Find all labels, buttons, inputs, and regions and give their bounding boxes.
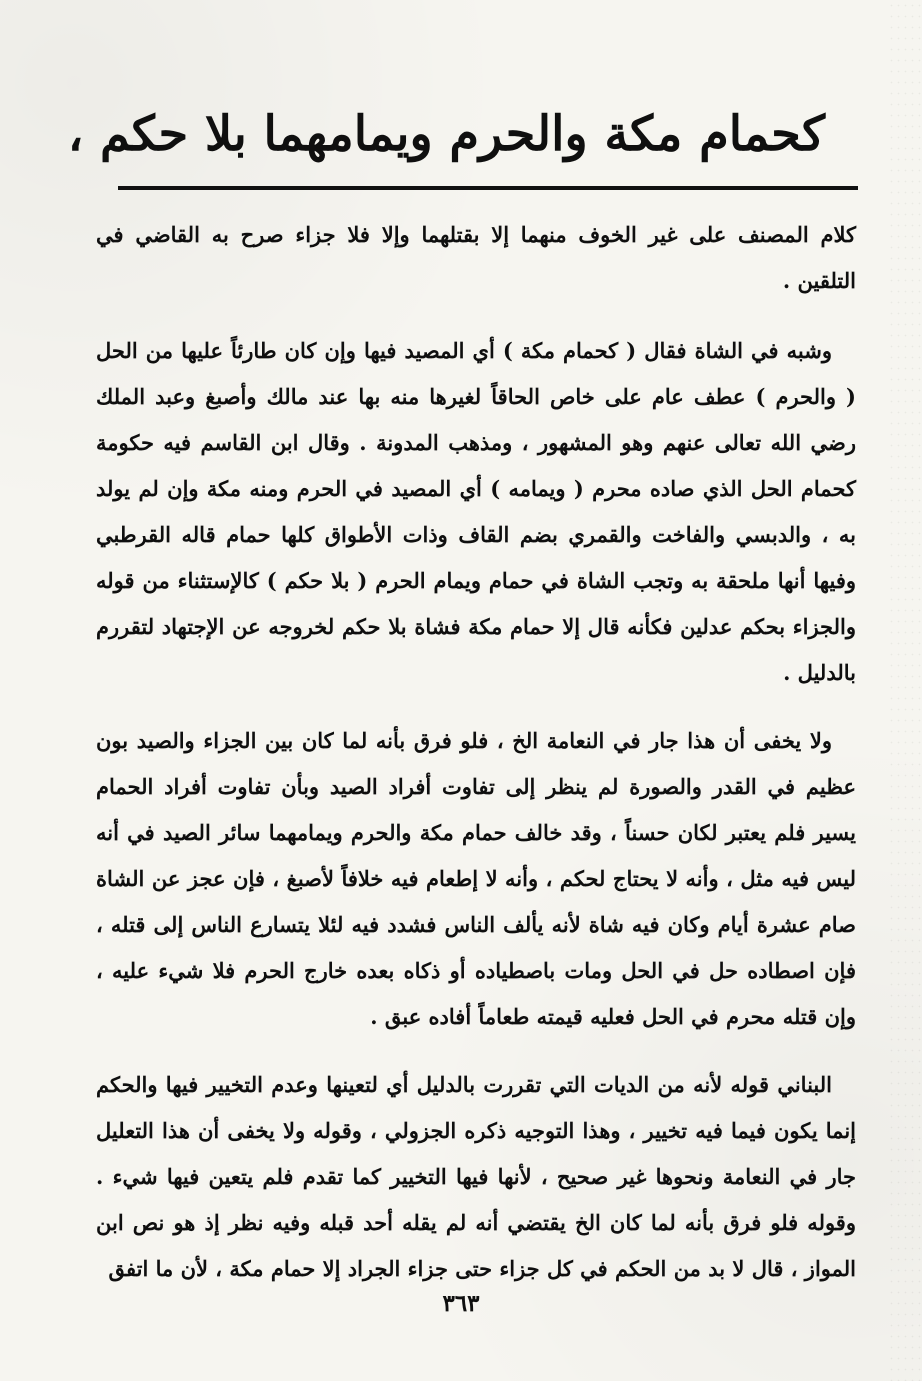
page-number: ٣٦٣ [442, 1290, 480, 1317]
paragraph: البناني قوله لأنه من الديات التي تقررت بالدليل أي لتعينها وعدم التخيير فيها والحكم إنما يكون فيما فيه تخيير ، وهذا التوجيه ذكره الجزولي ، وقوله ولا يخفى أن هذا التعليل جار في النعامة ونحوها غير صحيح ، لأنها فيها التخيير كما تقدم فلم يتعين فيها شيء . وقوله فلو فرق بأنه لما كان الخ يقتضي أنه لم يقله أحد قبله وفيه نظر إذ هو نص ابن المواز ، قال لا بد من الحكم في كل جزاء حتى جزاء الجراد إلا حمام مكة ، لأن ما اتفق [96, 1072, 856, 1281]
body-text [96, 212, 856, 1281]
paragraph: وشبه في الشاة فقال ( كحمام مكة ) أي المصيد فيها وإن كان طارئاً عليها من الحل ( والحرم ) عطف عام على خاص الحاقاً لغيرها منه بها عند مالك وأصبغ وعبد الملك رضي الله تعالى عنهم وهو المشهور ، ومذهب المدونة . وقال ابن القاسم فيه حكومة كحمام الحل الذي صاده محرم ( ويمامه ) أي المصيد في الحرم ومنه مكة وإن لم يولد به ، والدبسي والفاخت والقمري بضم القاف وذات الأطواق كلها حمام قاله القرطبي وفيها أنها ملحقة به وتجب الشاة في حمام ويمام الحرم ( بلا حكم ) كالإستثناء من قوله والجزاء بحكم عدلين فكأنه قال إلا حمام مكة فشاة بلا حكم لخروجه عن الإجتهاد لتقررم بالدليل . [96, 338, 856, 685]
paragraph: ولا يخفى أن هذا جار في النعامة الخ ، فلو فرق بأنه لما كان بين الجزاء والصيد بون عظيم في القدر والصورة لم ينظر إلى تفاوت أفراد الصيد وبأن تفاوت أفراد الحمام يسير فلم يعتبر لكان حسناً ، وقد خالف حمام مكة والحرم ويمامهما سائر الصيد في أنه ليس فيه مثل ، وأنه لا يحتاج لحكم ، وأنه لا إطعام فيه خلافاً لأصبغ ، فإن عجز عن الشاة صام عشرة أيام وكان فيه شاة لأنه يألف الناس فشدد فيه لئلا يتسارع الناس إلى قتله ، فإن اصطاده حل في الحل ومات باصطياده أو ذكاه بعده خارج الحرم فلا شيء عليه ، وإن قتله محرم في الحل فعليه قيمته طعاماً أفاده عبق . [96, 728, 856, 1029]
heading-divider [118, 186, 858, 190]
section-heading: كحمام مكة والحرم ويمامهما بلا حكم ، [67, 106, 825, 162]
paragraph: كلام المصنف على غير الخوف منهما إلا بقتلهما وإلا فلا جزاء صرح به القاضي في التلقين . [96, 222, 856, 293]
page-edge-specks [888, 0, 922, 1381]
